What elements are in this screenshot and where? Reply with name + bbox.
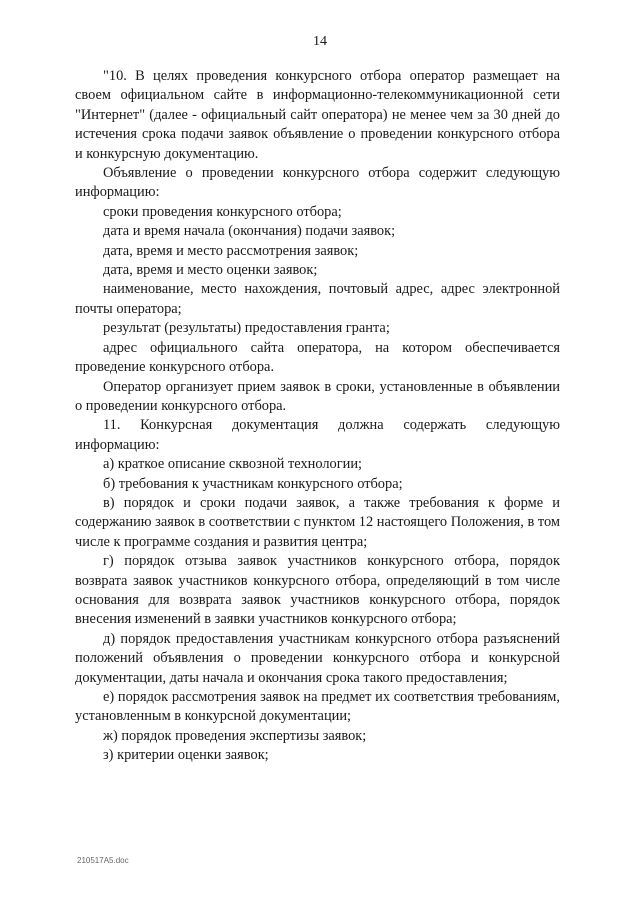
- list-item: е) порядок рассмотрения заявок на предмет их соответствия требованиям, установленным в конкурсной документации;: [75, 689, 560, 725]
- list-item: сроки проведения конкурсного отбора;: [103, 203, 342, 220]
- list-item: адрес официального сайта оператора, на котором обеспечивается проведение конкурсного отбора.: [75, 339, 560, 376]
- document-body: [75, 67, 560, 766]
- list-item: д) порядок предоставления участникам конкурсного отбора разъяснений положений объявления о проведении конкурсного отбора и конкурсной документации, даты начала и окончания срока такого предоставления;: [75, 630, 560, 686]
- list-item: ж) порядок проведения экспертизы заявок;: [103, 727, 367, 744]
- list-item: з) критерии оценки заявок;: [103, 747, 269, 764]
- list-item: а) краткое описание сквозной технологии;: [103, 456, 363, 473]
- paragraph-operator: Оператор организует прием заявок в сроки, установленные в объявлении о проведении конкурсного отбора.: [75, 378, 560, 414]
- paragraph-10: "10. В целях проведения конкурсного отбора оператор размещает на своем официальном сайте в информационно-телекоммуникационной сети "Интернет" (далее - официальный сайт оператора) не менее чем за 30 дней до истечения срока подачи заявок объявление о проведении конкурсного отбора и конкурсную документацию.: [75, 68, 560, 162]
- list-item: наименование, место нахождения, почтовый адрес, адрес электронной почты оператора;: [75, 281, 560, 317]
- list-item: дата, время и место рассмотрения заявок;: [103, 242, 359, 259]
- list-item: в) порядок и сроки подачи заявок, а также требования к форме и содержанию заявок в соответствии с пунктом 12 настоящего Положения, в том числе к программе создания и развития центра;: [75, 494, 560, 550]
- list-item: г) порядок отзыва заявок участников конкурсного отбора, порядок возврата заявок участников конкурсного отбора, определяющий в том числе основания для возврата заявок участников конкурсного отбора, порядок внесения изменений в заявки участников конкурсного отбора;: [75, 553, 560, 628]
- paragraph-11: 11. Конкурсная документация должна содержать следующую информацию:: [75, 417, 560, 453]
- page-number: 14: [313, 34, 327, 49]
- list-item: дата и время начала (окончания) подачи заявок;: [103, 223, 396, 240]
- paragraph-announcement-intro: Объявление о проведении конкурсного отбора содержит следующую информацию:: [75, 165, 560, 201]
- file-name-footer: 210517A5.doc: [77, 856, 129, 865]
- list-item: б) требования к участникам конкурсного отбора;: [103, 475, 403, 492]
- list-item: дата, время и место оценки заявок;: [103, 262, 318, 279]
- list-item: результат (результаты) предоставления гранта;: [103, 320, 390, 337]
